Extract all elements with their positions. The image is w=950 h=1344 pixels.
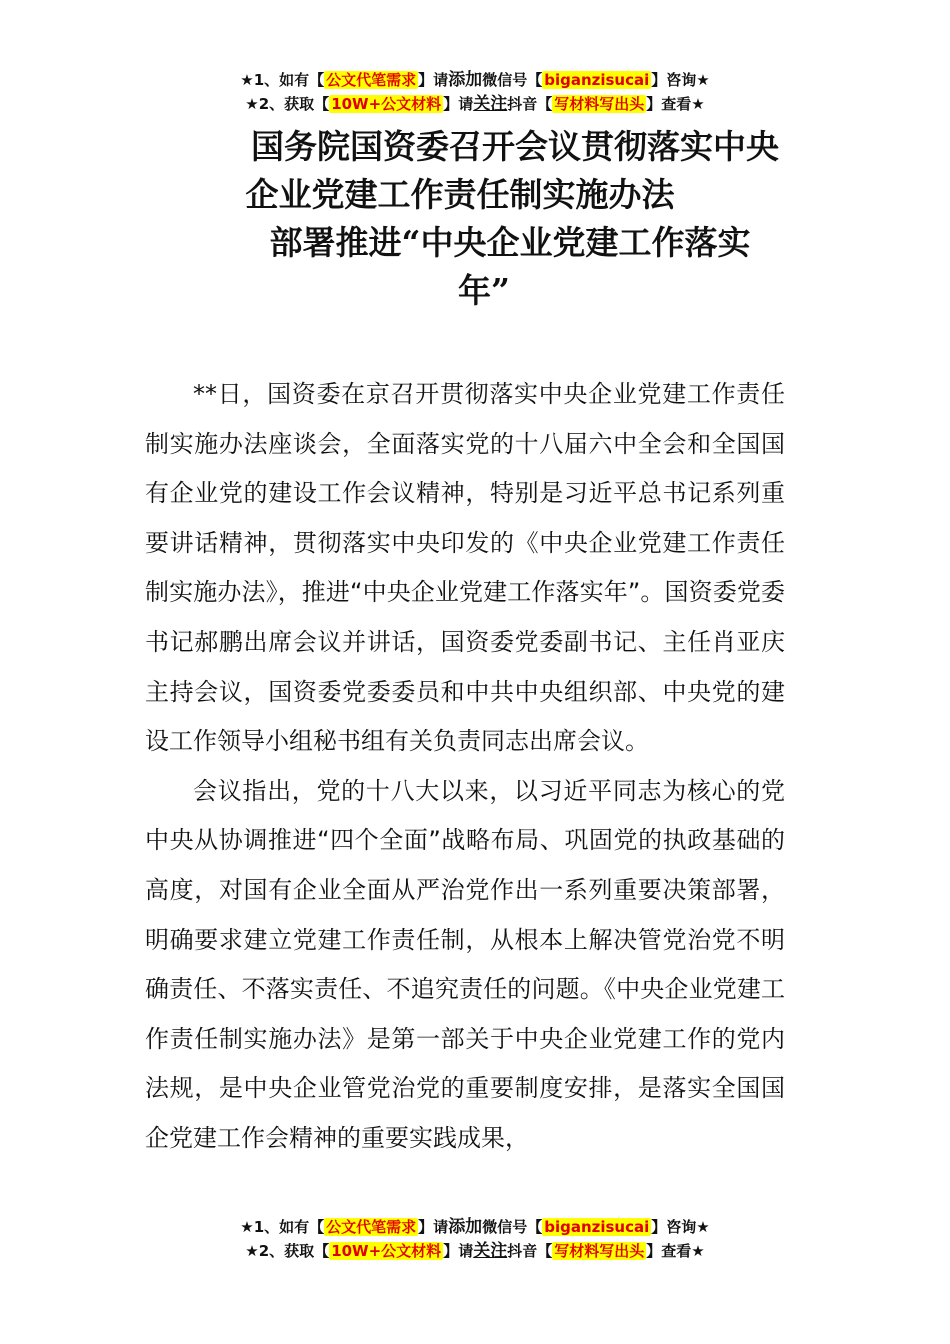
banner-emphasis: 关注 xyxy=(473,1241,508,1261)
banner-text: ★2、获取【 xyxy=(245,1242,330,1260)
banner-text: 】请 xyxy=(443,1242,474,1260)
banner-emphasis: 添加 xyxy=(448,1217,483,1237)
banner-line-1 xyxy=(0,68,950,92)
title-line: 年” xyxy=(458,271,510,310)
top-banner xyxy=(0,68,950,116)
banner-text: 微信号【 xyxy=(482,71,543,89)
document-body xyxy=(145,370,785,1164)
title-line: 部署推进“中央企业党建工作落实 xyxy=(269,223,751,262)
banner-highlight: 10W+公文材料 xyxy=(331,95,442,113)
banner-line-1 xyxy=(0,1215,950,1239)
banner-text: 】查看★ xyxy=(646,1242,705,1260)
banner-highlight: 公文代笔需求 xyxy=(326,71,417,89)
banner-highlight: 公文代笔需求 xyxy=(326,1218,417,1236)
banner-text: 抖音【 xyxy=(507,1242,553,1260)
banner-text: 】请 xyxy=(418,1218,449,1236)
banner-text: 】请 xyxy=(418,71,449,89)
banner-text: ★1、如有【 xyxy=(240,71,325,89)
title-line: 国务院国资委召开会议贯彻落实中央 xyxy=(251,127,779,166)
banner-highlight: 写材料写出头 xyxy=(554,95,645,113)
title-line: 企业党建工作责任制实施办法 xyxy=(245,175,675,214)
banner-text: 】查看★ xyxy=(646,95,705,113)
banner-text: 抖音【 xyxy=(507,95,553,113)
banner-line-2 xyxy=(0,92,950,116)
body-paragraph: 会议指出，党的十八大以来，以习近平同志为核心的党中央从协调推进“四个全面”战略布局、巩固党的执政基础的高度，对国有企业全面从严治党作出一系列重要决策部署，明确要求建立党建工作责任制，从根本上解决管党治党不明确责任、不落实责任、不追究责任的问题。《中央企业党建工作责任制实施办法》是第一部关于中央企业党建工作的党内法规，是中央企业管党治党的重要制度安排，是落实全国国企党建工作会精神的重要实践成果， xyxy=(145,776,785,1152)
banner-text: 】咨询★ xyxy=(651,71,710,89)
banner-text: 】咨询★ xyxy=(651,1218,710,1236)
banner-text: 】请 xyxy=(443,95,474,113)
banner-highlight: 10W+公文材料 xyxy=(331,1242,442,1260)
body-paragraph: **日，国资委在京召开贯彻落实中央企业党建工作责任制实施办法座谈会，全面落实党的十八届六中全会和全国国有企业党的建设工作会议精神，特别是习近平总书记系列重要讲话精神，贯彻落实中央印发的《中央企业党建工作责任制实施办法》，推进“中央企业党建工作落实年”。国资委党委书记郝鹏出席会议并讲话，国资委党委副书记、主任肖亚庆主持会议，国资委党委委员和中共中央组织部、中央党的建设工作领导小组秘书组有关负责同志出席会议。 xyxy=(145,380,785,756)
banner-line-2 xyxy=(0,1239,950,1263)
banner-emphasis: 添加 xyxy=(448,70,483,90)
banner-highlight: biganzisucai xyxy=(544,1218,650,1236)
banner-highlight: biganzisucai xyxy=(544,71,650,89)
banner-emphasis: 关注 xyxy=(473,94,508,114)
bottom-banner xyxy=(0,1215,950,1263)
banner-text: ★1、如有【 xyxy=(240,1218,325,1236)
banner-text: 微信号【 xyxy=(482,1218,543,1236)
banner-highlight: 写材料写出头 xyxy=(554,1242,645,1260)
document-title xyxy=(0,123,950,315)
banner-text: ★2、获取【 xyxy=(245,95,330,113)
